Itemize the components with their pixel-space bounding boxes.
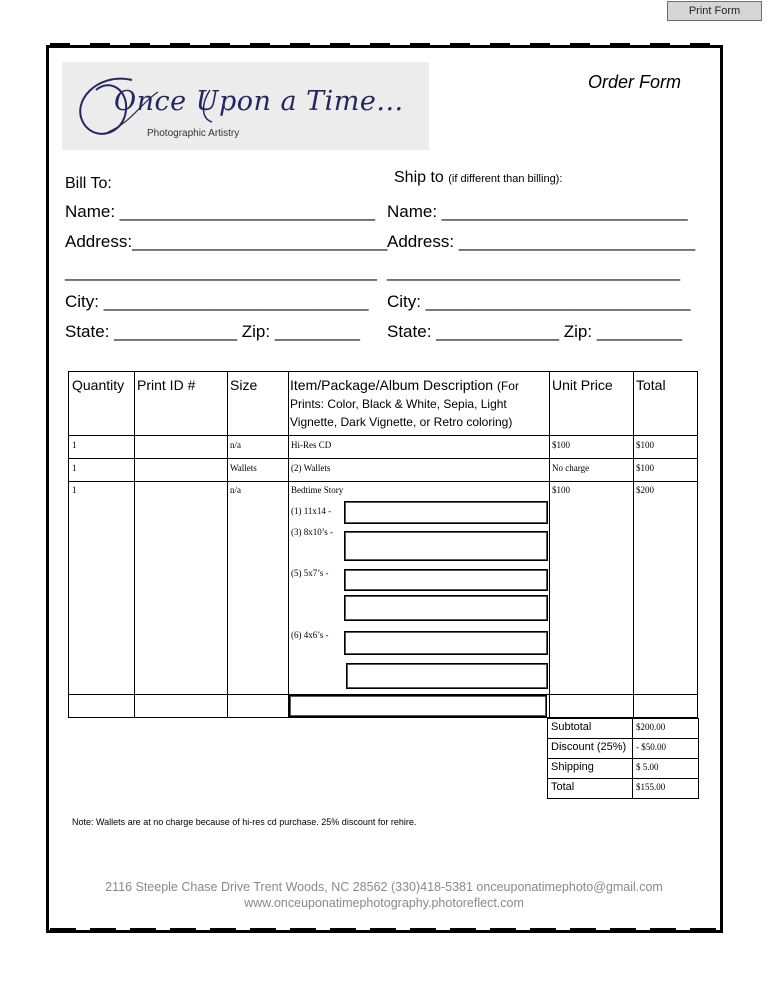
quantity-header: Quantity (72, 377, 125, 393)
order-form-title: Order Form (588, 72, 682, 92)
size-header: Size (230, 377, 258, 393)
print-4x6-input-2[interactable] (346, 663, 548, 689)
bill-name-field[interactable]: Name: ___________________________ (65, 202, 376, 221)
column-divider (549, 372, 550, 717)
description-note-c: , Dark Vignette, or Retro coloring) (333, 415, 513, 429)
ship-address-line2-field[interactable]: _______________________________ (387, 262, 681, 281)
bill-city-field[interactable]: City: ____________________________ (65, 292, 369, 311)
bill-address-line2-field[interactable]: _________________________________ (65, 262, 378, 281)
bill-address-field[interactable]: Address:___________________________ (65, 232, 388, 251)
row2-size: Wallets (230, 463, 257, 473)
top-dashed-border (50, 43, 722, 47)
row2-desc: (2) Wallets (291, 463, 331, 473)
print-5x7-label: (5) 5x7’s - (291, 568, 329, 578)
row1-unit: $100 (552, 440, 570, 450)
print-form-button[interactable]: Print Form (667, 1, 762, 21)
total-value: $155.00 (636, 782, 666, 792)
row2-total: $100 (636, 463, 654, 473)
description-note-b: Prints: Color, Black & White, Sepia, Light Vignette (290, 397, 507, 429)
print-5x7-input-2[interactable] (344, 595, 548, 621)
row1-size: n/a (230, 440, 241, 450)
logo-title: Once Upon a Time... (114, 86, 404, 117)
description-note-a: (For (496, 379, 519, 393)
row3-size: n/a (230, 485, 241, 495)
shipping-label: Shipping (551, 761, 594, 773)
description-header (290, 377, 530, 431)
row3-unit: $100 (552, 485, 570, 495)
subtotal-label: Subtotal (551, 721, 592, 733)
subtotal-row (548, 718, 698, 738)
row-divider (69, 481, 697, 482)
row2-unit: No charge (552, 463, 590, 473)
discount-row (548, 738, 698, 758)
row3-total: $200 (636, 485, 654, 495)
ship-to-heading (394, 169, 562, 187)
print-8x10-label: (3) 8x10’s - (291, 527, 333, 537)
extra-description-input[interactable] (289, 695, 547, 717)
totals-table (547, 718, 699, 799)
footer-contact: 2116 Steeple Chase Drive Trent Woods, NC 28562 (330)418-5381 onceuponatimephoto@gmail.com (105, 880, 663, 894)
row2-qty: 1 (72, 463, 77, 473)
row3-desc: Bedtime Story (291, 485, 344, 495)
column-divider (633, 372, 634, 717)
bill-state-zip-field[interactable]: State: _____________ Zip: _________ (65, 322, 360, 341)
total-label: Total (551, 781, 575, 793)
totals-divider (632, 719, 633, 738)
row1-qty: 1 (72, 440, 77, 450)
row-divider (69, 435, 697, 436)
order-table (68, 371, 698, 718)
column-divider (288, 372, 289, 717)
totals-divider (632, 779, 633, 798)
print-8x10-input[interactable] (344, 531, 548, 561)
row1-total: $100 (636, 440, 654, 450)
print-4x6-label: (6) 4x6’s - (291, 630, 329, 640)
discount-value: - $50.00 (636, 742, 666, 752)
order-note: Note: Wallets are at no charge because of hi-res cd purchase. 25% discount for rehire. (72, 817, 417, 827)
description-header-title: Item/Package/Album Description (290, 377, 494, 393)
ship-to-note: (if different than billing): (448, 173, 563, 185)
discount-label: Discount (25%) (551, 741, 627, 753)
bottom-dashed-border (50, 928, 722, 932)
print-5x7-input[interactable] (344, 569, 548, 591)
row3-qty: 1 (72, 485, 77, 495)
print-id-header: Print ID # (137, 377, 196, 393)
unit-price-header: Unit Price (552, 377, 613, 393)
print-11x14-input[interactable] (344, 501, 548, 524)
shipping-row (548, 758, 698, 778)
ship-to-label: Ship to (394, 169, 444, 186)
footer-website: www.onceuponatimephotography.photoreflect.com (244, 896, 524, 910)
ship-state-zip-field[interactable]: State: _____________ Zip: _________ (387, 322, 682, 341)
column-divider (134, 372, 135, 717)
ship-name-field[interactable]: Name: __________________________ (387, 202, 688, 221)
logo-subtitle: Photographic Artistry (147, 128, 240, 139)
total-header: Total (636, 377, 666, 393)
print-11x14-label: (1) 11x14 - (291, 506, 332, 516)
row-divider (69, 458, 697, 459)
totals-divider (632, 739, 633, 758)
subtotal-value: $200.00 (636, 722, 666, 732)
company-logo (62, 62, 429, 150)
bill-to-heading: Bill To: (65, 175, 112, 192)
row1-desc: Hi-Res CD (291, 440, 332, 450)
column-divider (227, 372, 228, 717)
ship-address-field[interactable]: Address: _________________________ (387, 232, 696, 251)
shipping-value: $ 5.00 (636, 762, 659, 772)
totals-divider (632, 759, 633, 778)
ship-city-field[interactable]: City: ____________________________ (387, 292, 691, 311)
total-row (548, 778, 698, 798)
print-4x6-input[interactable] (344, 631, 548, 655)
